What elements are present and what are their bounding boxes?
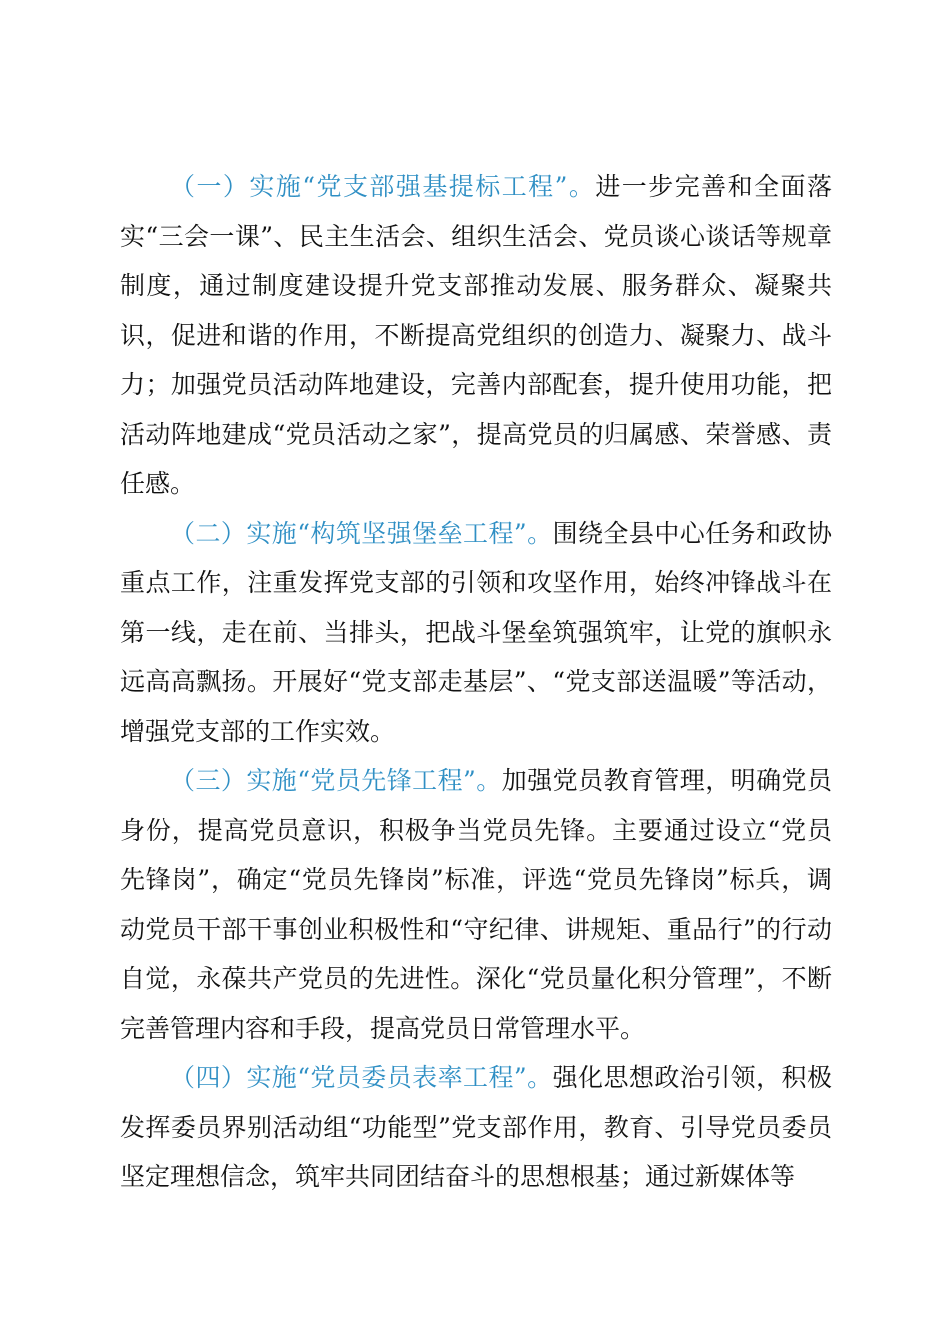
section-3-heading: （三）实施“党员先锋工程”。 [170,766,502,795]
section-3-text: 加强党员教育管理，明确党员身份，提高党员意识，积极争当党员先锋。主要通过设立“党员先锋岗”，确定“党员先锋岗”标准，评选“党员先锋岗”标兵，调动党员干部干事创业积极性和“守纪律、讲规矩、重品行”的行动自觉，永葆共产党员的先进性。深化“党员量化积分管理”，不断完善管理内容和手段，提高党员日常管理水平。 [120,766,832,1043]
section-2 [120,509,832,757]
section-1-heading: （一）实施“党支部强基提标工程”。 [170,172,596,201]
document-body [120,162,832,1202]
section-2-heading: （二）实施“构筑坚强堡垒工程”。 [170,518,553,548]
section-2-text: 围绕全县中心任务和政协重点工作，注重发挥党支部的引领和攻坚作用，始终冲锋战斗在第一线，走在前、当排头，把战斗堡垒筑强筑牢，让党的旗帜永远高高飘扬。开展好“党支部走基层”、“党支部送温暖”等活动，增强党支部的工作实效。 [120,518,832,746]
section-1-text: 进一步完善和全面落实“三会一课”、民主生活会、组织生活会、党员谈心谈话等规章制度，通过制度建设提升党支部推动发展、服务群众、凝聚共识，促进和谐的作用，不断提高党组织的创造力、凝聚力、战斗力；加强党员活动阵地建设，完善内部配套，提升使用功能，把活动阵地建成“党员活动之家”，提高党员的归属感、荣誉感、责任感。 [120,172,832,498]
section-4-text: 强化思想政治引领，积极发挥委员界别活动组“功能型”党支部作用，教育、引导党员委员坚定理想信念，筑牢共同团结奋斗的思想根基；通过新媒体等 [120,1063,832,1191]
section-4 [120,1053,832,1202]
section-3 [120,756,832,1053]
section-4-heading: （四）实施“党员委员表率工程”。 [170,1063,553,1092]
section-1 [120,162,832,509]
